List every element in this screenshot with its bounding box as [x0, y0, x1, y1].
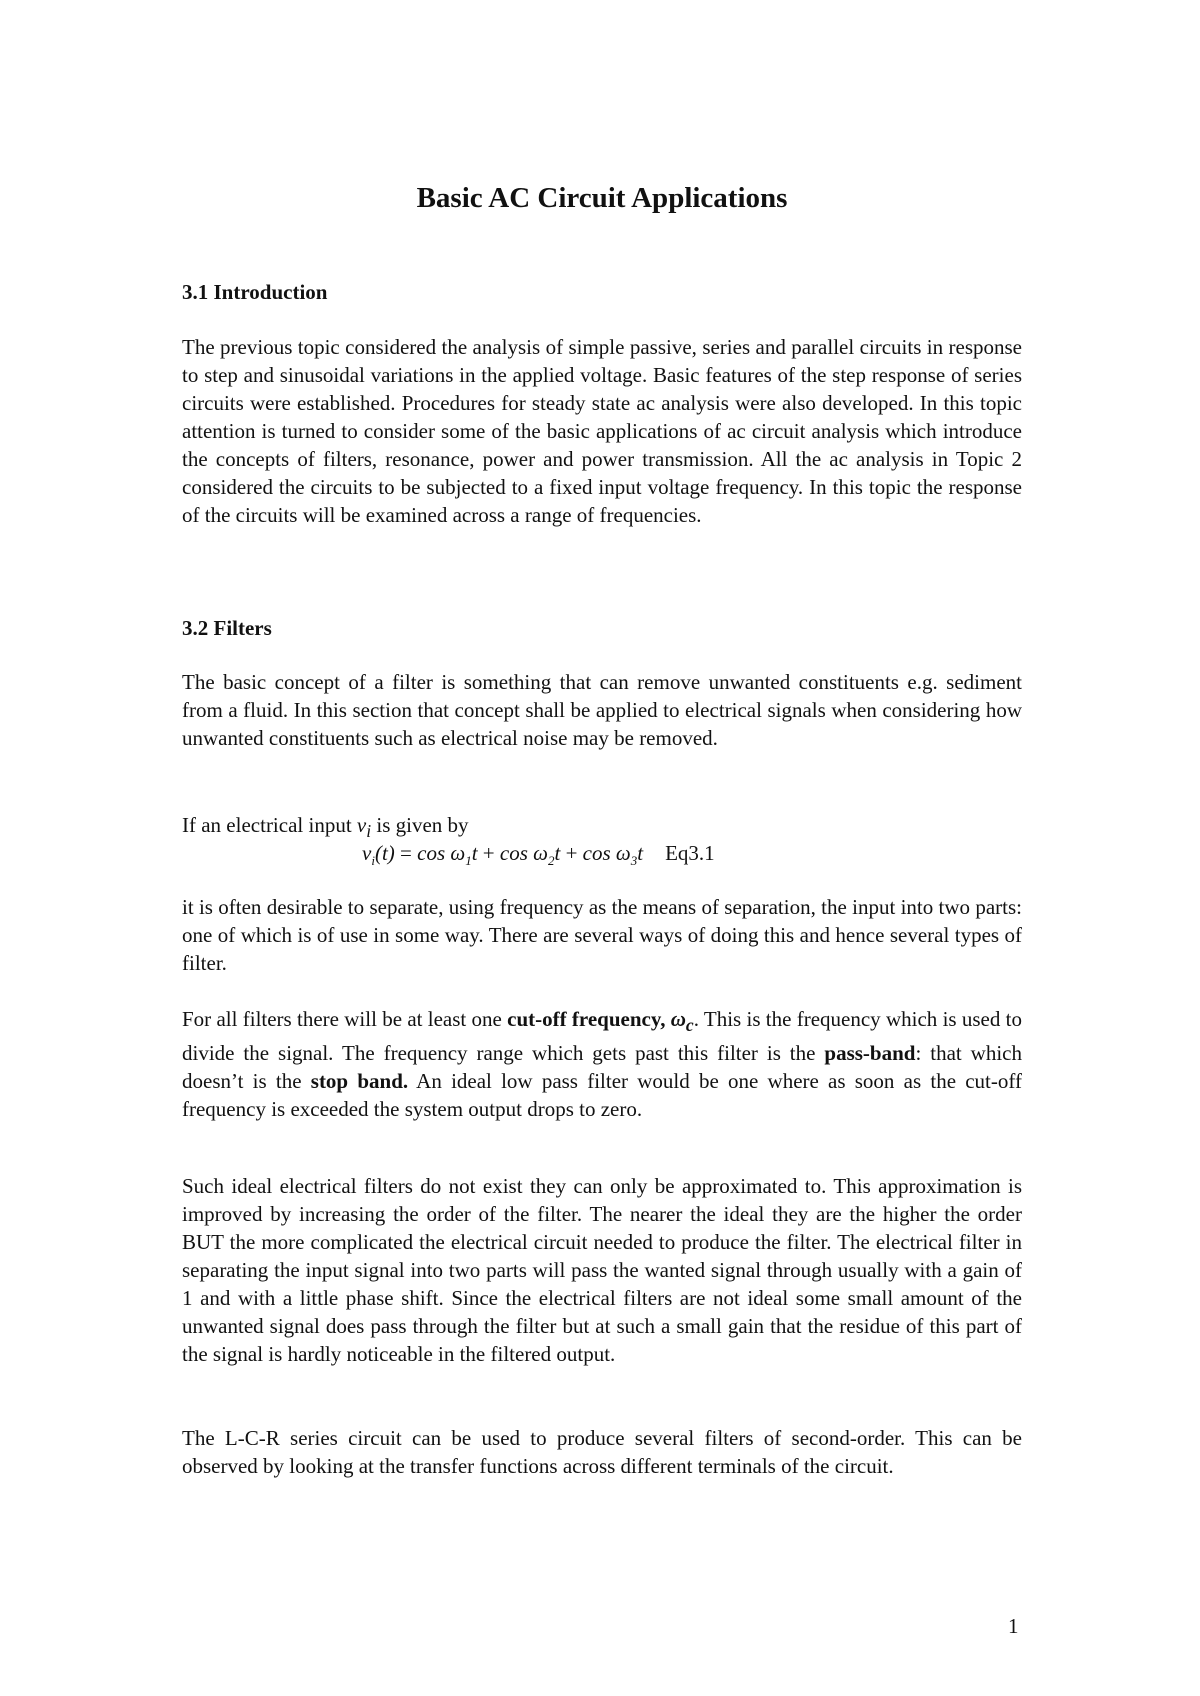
equation-lhs-arg: (t) — [374, 841, 395, 865]
p3-text-b: . This is the frequency which is used to divide the signal. The frequency range which gets past this filter is the — [182, 1007, 1022, 1066]
filters-paragraph-2: it is often desirable to separate, using frequency as the means of separation, the input into two parts: one of which is of use in some way. There are several ways of doing this and hence several types of filter. — [182, 895, 1022, 975]
input-intro-prefix: If an electrical input — [182, 813, 357, 837]
p3-text-d: An ideal low pass filter would be one where as soon as the cut-off frequency is exceeded the system output drops to zero. — [182, 1069, 1022, 1122]
equation-term-3-suffix: t — [637, 841, 644, 865]
equation-lhs-sub: i — [371, 853, 375, 869]
stop-band-term: stop band. — [310, 1069, 409, 1094]
equation-term-2-sub: 2 — [547, 853, 555, 869]
p3-text-a: For all filters there will be at least one — [182, 1007, 508, 1031]
p3-text-c: : that which doesn’t is the — [182, 1041, 1022, 1094]
equation-term-3-prefix: cos ω — [582, 841, 631, 865]
pass-band-term: pass-band — [824, 1041, 916, 1066]
equation-plus-2: + — [560, 841, 583, 865]
filters-paragraph-1: The basic concept of a filter is something that can remove unwanted constituents e.g. sediment from a fluid. In this section that concept shall be applied to electrical signals when considering how unwanted constituents such as electrical noise may be removed. — [182, 670, 1022, 750]
input-symbol: v — [356, 813, 367, 837]
equation-term-1-prefix: cos ω — [417, 841, 466, 865]
equation-3-1 — [362, 839, 715, 875]
filters-paragraph-3 — [182, 1005, 1022, 1123]
equation-label: Eq3.1 — [665, 841, 715, 865]
introduction-paragraph: The previous topic considered the analysis of simple passive, series and parallel circuits in response to step and sinusoidal variations in the applied voltage. Basic features of the step response of series circuits were established. Procedures for steady state ac analysis were also developed. In this topic attention is turned to consider some of the basic applications of ac circuit analysis which introduce the concepts of filters, resonance, power and power transmission. All the ac analysis in Topic 2 considered the circuits to be subjected to a fixed input voltage frequency. In this topic the response of the circuits will be examined across a range of frequencies. — [182, 335, 1022, 527]
input-intro-suffix: is given by — [371, 813, 469, 837]
document-title: Basic AC Circuit Applications — [416, 182, 788, 214]
equation-term-3-sub: 3 — [630, 853, 638, 869]
section-heading-introduction: 3.1 Introduction — [182, 280, 328, 304]
omega-symbol: ω — [670, 1007, 686, 1031]
omega-subscript: c — [685, 1015, 694, 1036]
section-heading-filters: 3.2 Filters — [182, 616, 272, 640]
equation-plus-1: + — [477, 841, 500, 865]
equation-term-1-suffix: t — [471, 841, 478, 865]
cut-off-frequency-term: cut-off frequency, — [507, 1007, 671, 1031]
filters-paragraph-4: Such ideal electrical filters do not exist they can only be approximated to. This approximation is improved by increasing the order of the filter. The nearer the ideal they are the higher the order BUT the more complicated the electrical circuit needed to produce the filter. The electrical filter in separating the input signal into two parts will pass the wanted signal through usually with a gain of 1 and with a little phase shift. Since the electrical filters are not ideal some small amount of the unwanted signal does pass through the filter but at such a small gain that the residue of this part of the signal is hardly noticeable in the filtered output. — [182, 1174, 1022, 1366]
filters-paragraph-5: The L-C-R series circuit can be used to produce several filters of second-order. This can be observed by looking at the transfer functions across different terminals of the circuit. — [182, 1426, 1022, 1478]
input-subscript: i — [366, 821, 372, 842]
equation-term-2-suffix: t — [554, 841, 561, 865]
equation-term-2-prefix: cos ω — [499, 841, 548, 865]
equation-lhs-var: v — [362, 841, 372, 865]
document-page — [182, 0, 1022, 1696]
equation-equals: = — [394, 841, 418, 865]
page-number: 1 — [1008, 1614, 1019, 1638]
equation-term-1-sub: 1 — [465, 853, 472, 869]
